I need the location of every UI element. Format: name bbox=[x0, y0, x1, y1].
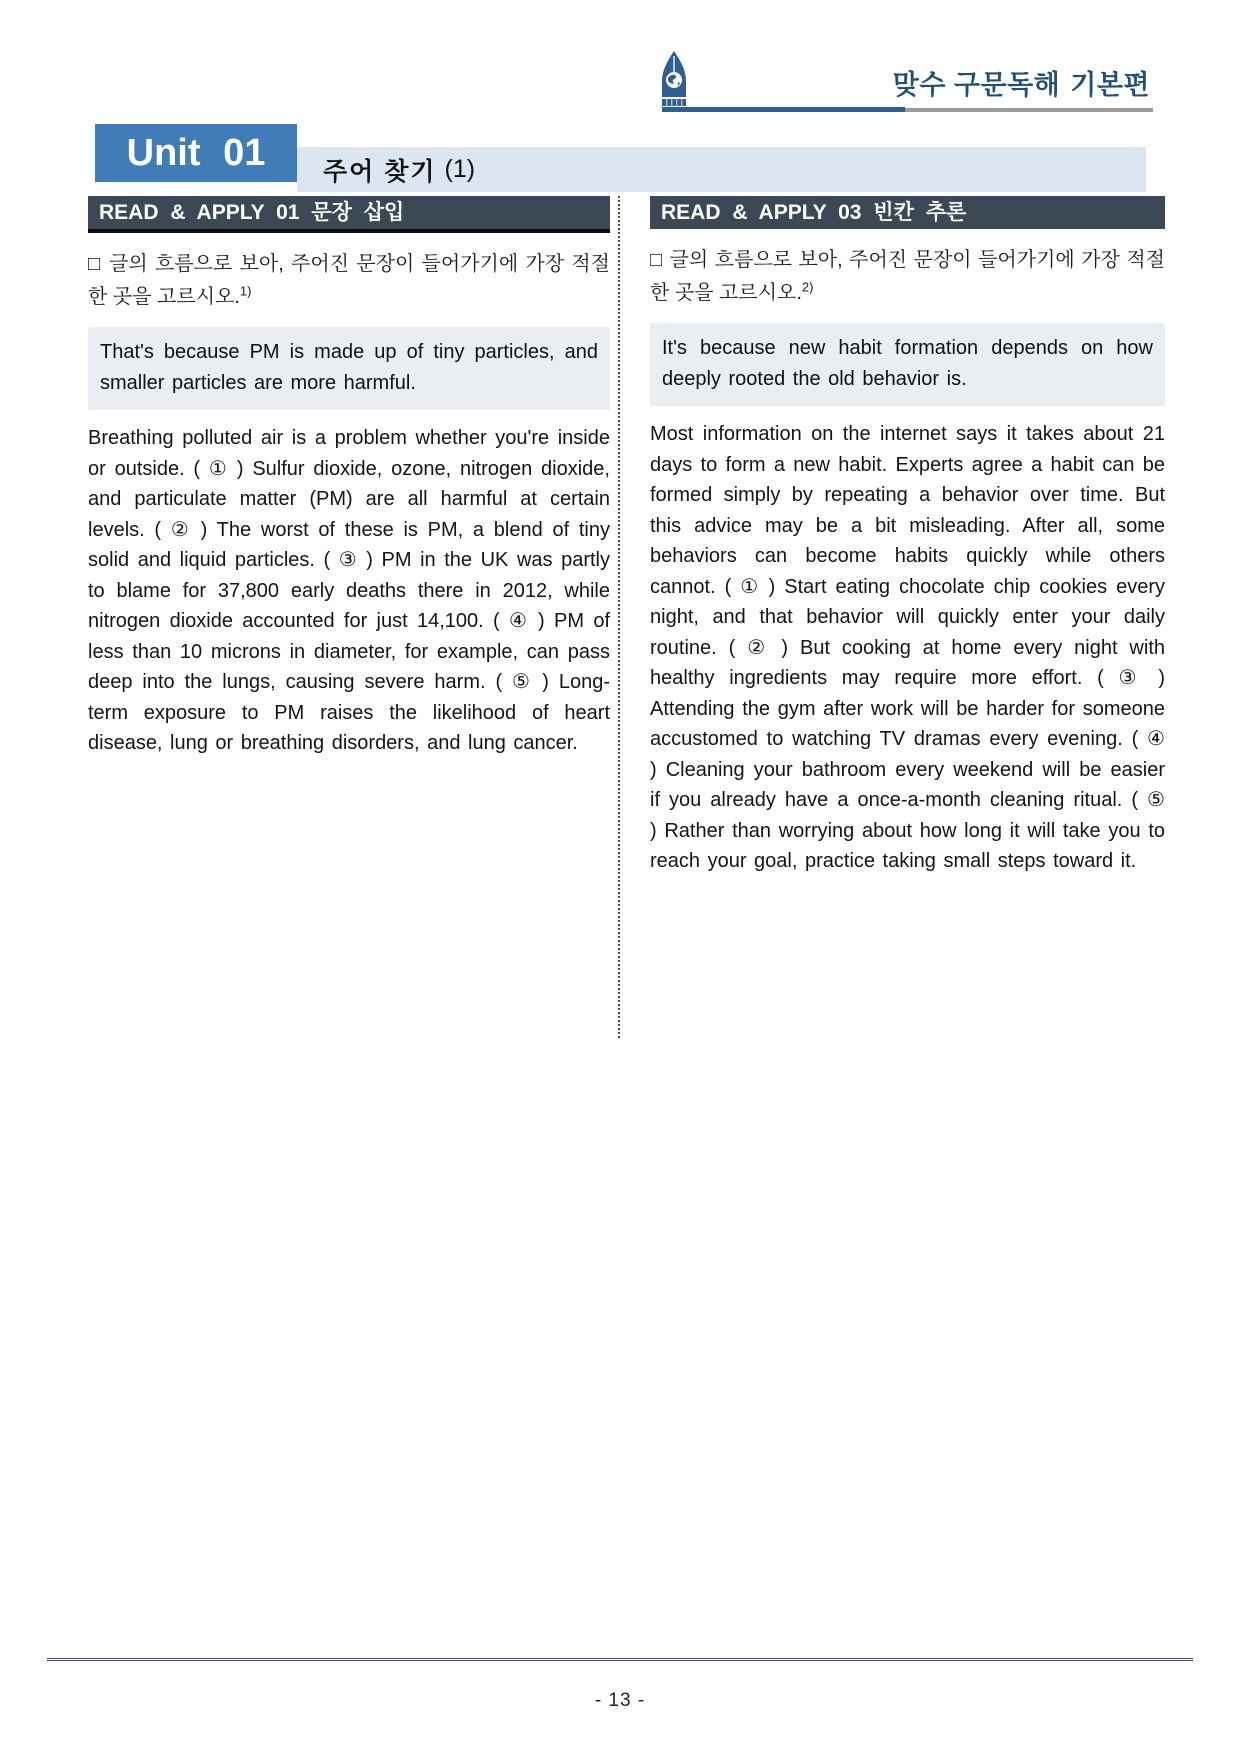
unit-subtitle: 주어 찾기 bbox=[323, 157, 437, 186]
right-column bbox=[650, 196, 1165, 877]
reading-passage: Most information on the internet says it takes about 21 days to form a new habit. Experts agree a habit can be formed simply by repeating a behavior over time. But this advice may be a bit misleading. After all, some behaviors can become habits quickly while others cannot. ( ① ) Start eating chocolate chip cookies every night, and that behavior will quickly enter your daily routine. ( ② ) But cooking at home every night with healthy ingredients may require more effort. ( ③ ) Attending the gym after work will be harder for someone accustomed to watching TV dramas every evening. ( ④ ) Cleaning your bathroom every weekend will be easier if you already have a once-a-month cleaning ritual. ( ⑤ ) Rather than worrying about how long it will take you to reach your goal, practice taking small steps toward it. bbox=[650, 423, 1165, 872]
unit-title-banner bbox=[297, 147, 1146, 192]
given-sentence-box: That's because PM is made up of tiny particles, and smaller particles are more harmful. bbox=[88, 327, 610, 410]
given-sentence-box: It's because new habit formation depends on how deeply rooted the old behavior is. bbox=[650, 323, 1165, 406]
pen-nib-icon bbox=[656, 50, 692, 112]
question-instruction bbox=[88, 248, 610, 314]
instruction-text: □ 글의 흐름으로 보아, 주어진 문장이 들어가기에 가장 적절한 곳을 고르시오. bbox=[88, 253, 610, 308]
page-number: - 13 - bbox=[594, 1690, 646, 1711]
book-title-series: 맞수 구문독해 bbox=[892, 70, 1061, 100]
footnote-marker: 2) bbox=[801, 279, 814, 295]
unit-number-box: Unit 01 bbox=[95, 124, 297, 182]
reading-passage: Breathing polluted air is a problem whether you're inside or outside. ( ① ) Sulfur dioxide, ozone, nitrogen dioxide, and particulate matter (PM) are all harmful at certain levels. ( ② ) The worst of these is PM, a blend of tiny solid and liquid particles. ( ③ ) PM in the UK was partly to blame for 37,800 early deaths there in 2012, while nitrogen dioxide accounted for just 14,100. ( ④ ) PM of less than 10 microns in diameter, for example, can pass deep into the lungs, causing severe harm. ( ⑤ ) Long-term exposure to PM raises the likelihood of heart disease, lung or breathing disorders, and lung cancer. bbox=[88, 427, 610, 754]
question-instruction bbox=[650, 244, 1165, 310]
footer-double-rule bbox=[47, 1658, 1193, 1661]
book-title bbox=[893, 63, 1150, 102]
header-rule-blue bbox=[662, 107, 905, 112]
column-divider bbox=[618, 196, 620, 1038]
unit-subtitle-number: (1) bbox=[444, 155, 476, 183]
section-header-read-apply-01: READ & APPLY 01 문장 삽입 bbox=[88, 196, 610, 233]
book-title-edition: 기본편 bbox=[1070, 70, 1150, 100]
footnote-marker: 1) bbox=[239, 283, 252, 299]
header-rule-gray bbox=[905, 108, 1153, 112]
section-header-read-apply-03: READ & APPLY 03 빈칸 추론 bbox=[650, 196, 1165, 229]
instruction-text: □ 글의 흐름으로 보아, 주어진 문장이 들어가기에 가장 적절한 곳을 고르시오. bbox=[650, 249, 1165, 304]
left-column bbox=[88, 196, 610, 759]
